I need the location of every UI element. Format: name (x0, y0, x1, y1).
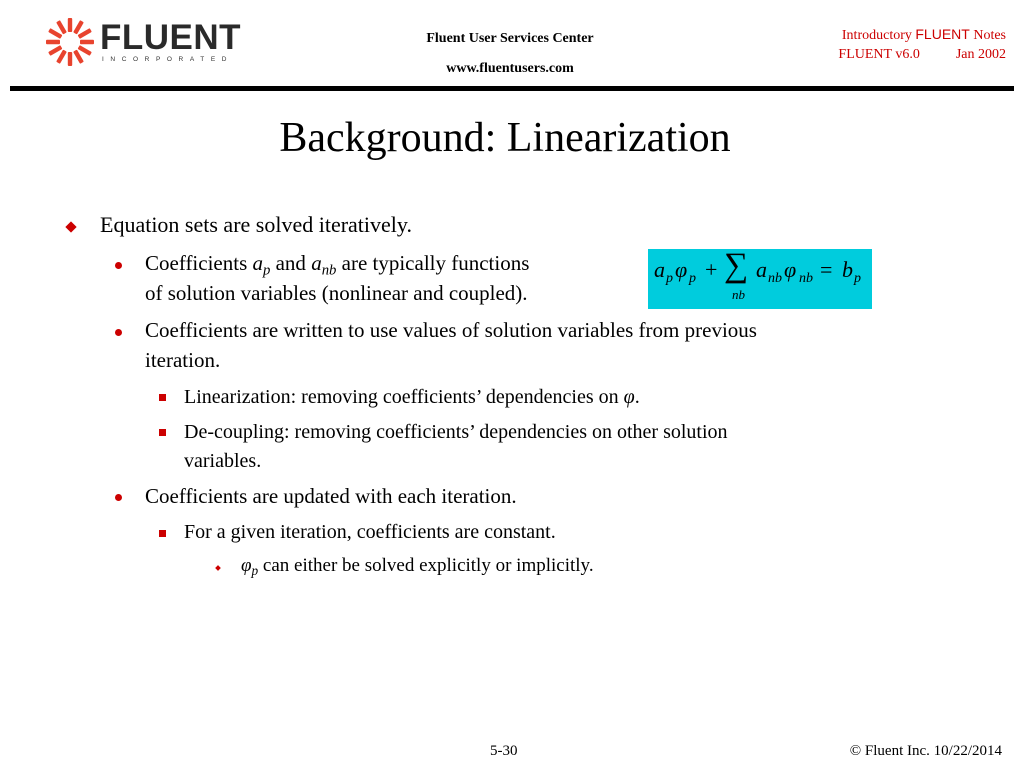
bullet-l3-decoupling-cont: variables. (184, 450, 262, 472)
eq-plus: + (705, 257, 718, 282)
text-fragment: Linearization: removing coefficients’ dependencies on (184, 386, 624, 408)
bullet-l2-updated: Coefficients are updated with each iteration. (145, 484, 517, 508)
text-fragment: Coefficients (145, 251, 253, 275)
math-sub-nb: nb (321, 262, 337, 279)
header-center (360, 24, 660, 84)
bullet-l1-iterative: Equation sets are solved iteratively. (100, 212, 412, 237)
text-fragment: . (634, 386, 640, 408)
header-divider (10, 86, 1014, 91)
header-notes: Notes (973, 28, 1006, 43)
dot-bullet-icon (115, 494, 122, 501)
copyright-notice: © Fluent Inc. 10/22/2014 (849, 743, 1002, 759)
math-a: a (252, 251, 264, 275)
square-bullet-icon (159, 429, 166, 436)
bullet-l4-phi-solved (241, 552, 594, 580)
header-notes-line (838, 25, 1006, 45)
bullet-l3-decoupling: De-coupling: removing coefficients’ dependencies on other solution (184, 421, 728, 443)
header-intro: Introductory (841, 28, 912, 43)
dot-bullet-icon (115, 329, 122, 336)
bullet-l2-coefficients-functions (145, 248, 529, 278)
math-phi: φ (241, 555, 252, 576)
eq-a: a (756, 257, 767, 282)
fluent-logo (44, 16, 242, 68)
header-version: FLUENT v6.0 (838, 47, 920, 62)
eq-sum: ∑ (724, 247, 749, 284)
square-bullet-icon (159, 530, 166, 537)
starburst-logo-icon (44, 16, 96, 68)
slide-title: Background: Linearization (279, 115, 731, 161)
header-brand: FLUENT (915, 26, 970, 42)
header-date: Jan 2002 (955, 47, 1006, 62)
eq-a: a (654, 257, 665, 282)
dot-bullet-icon (115, 262, 122, 269)
eq-sub-p: p (689, 271, 696, 286)
eq-b: b (842, 257, 853, 282)
page-number: 5-30 (490, 743, 518, 759)
math-sub-p: p (263, 262, 271, 279)
bullet-l2-coefficients-functions-cont: of solution variables (nonlinear and coupled). (145, 281, 528, 305)
eq-sub-p: p (854, 271, 861, 286)
bullet-l3-linearization (184, 382, 640, 412)
header-version-line (838, 45, 1006, 64)
bullet-l2-previous-iteration: Coefficients are written to use values of solution variables from previous (145, 318, 757, 342)
header-website: www.fluentusers.com (446, 61, 574, 76)
text-fragment: and (270, 251, 312, 275)
header-services-center: Fluent User Services Center (426, 31, 594, 46)
diamond-bullet-icon (65, 221, 76, 232)
math-phi: φ (623, 386, 635, 408)
eq-sub-nb: nb (768, 271, 782, 286)
logo-subtitle: INCORPORATED (102, 56, 234, 63)
logo-wordmark: FLUENT (100, 18, 242, 57)
eq-equals: = (820, 257, 833, 282)
equation-box (648, 249, 872, 309)
bullet-l3-constant: For a given iteration, coefficients are constant. (184, 521, 556, 543)
text-fragment: can either be solved explicitly or implicitly. (258, 555, 594, 576)
eq-sub-p: p (666, 271, 673, 286)
eq-phi: φ (784, 257, 797, 282)
eq-phi: φ (675, 257, 688, 282)
bullet-l2-previous-iteration-cont: iteration. (145, 348, 221, 372)
math-sub-p: p (251, 562, 259, 578)
tiny-diamond-bullet-icon (215, 565, 221, 571)
header-right (838, 25, 1006, 64)
eq-sum-index: nb (732, 287, 745, 302)
eq-sub-nb: nb (799, 271, 813, 286)
square-bullet-icon (159, 394, 166, 401)
math-a: a (311, 251, 322, 275)
text-fragment: are typically functions (336, 251, 530, 275)
